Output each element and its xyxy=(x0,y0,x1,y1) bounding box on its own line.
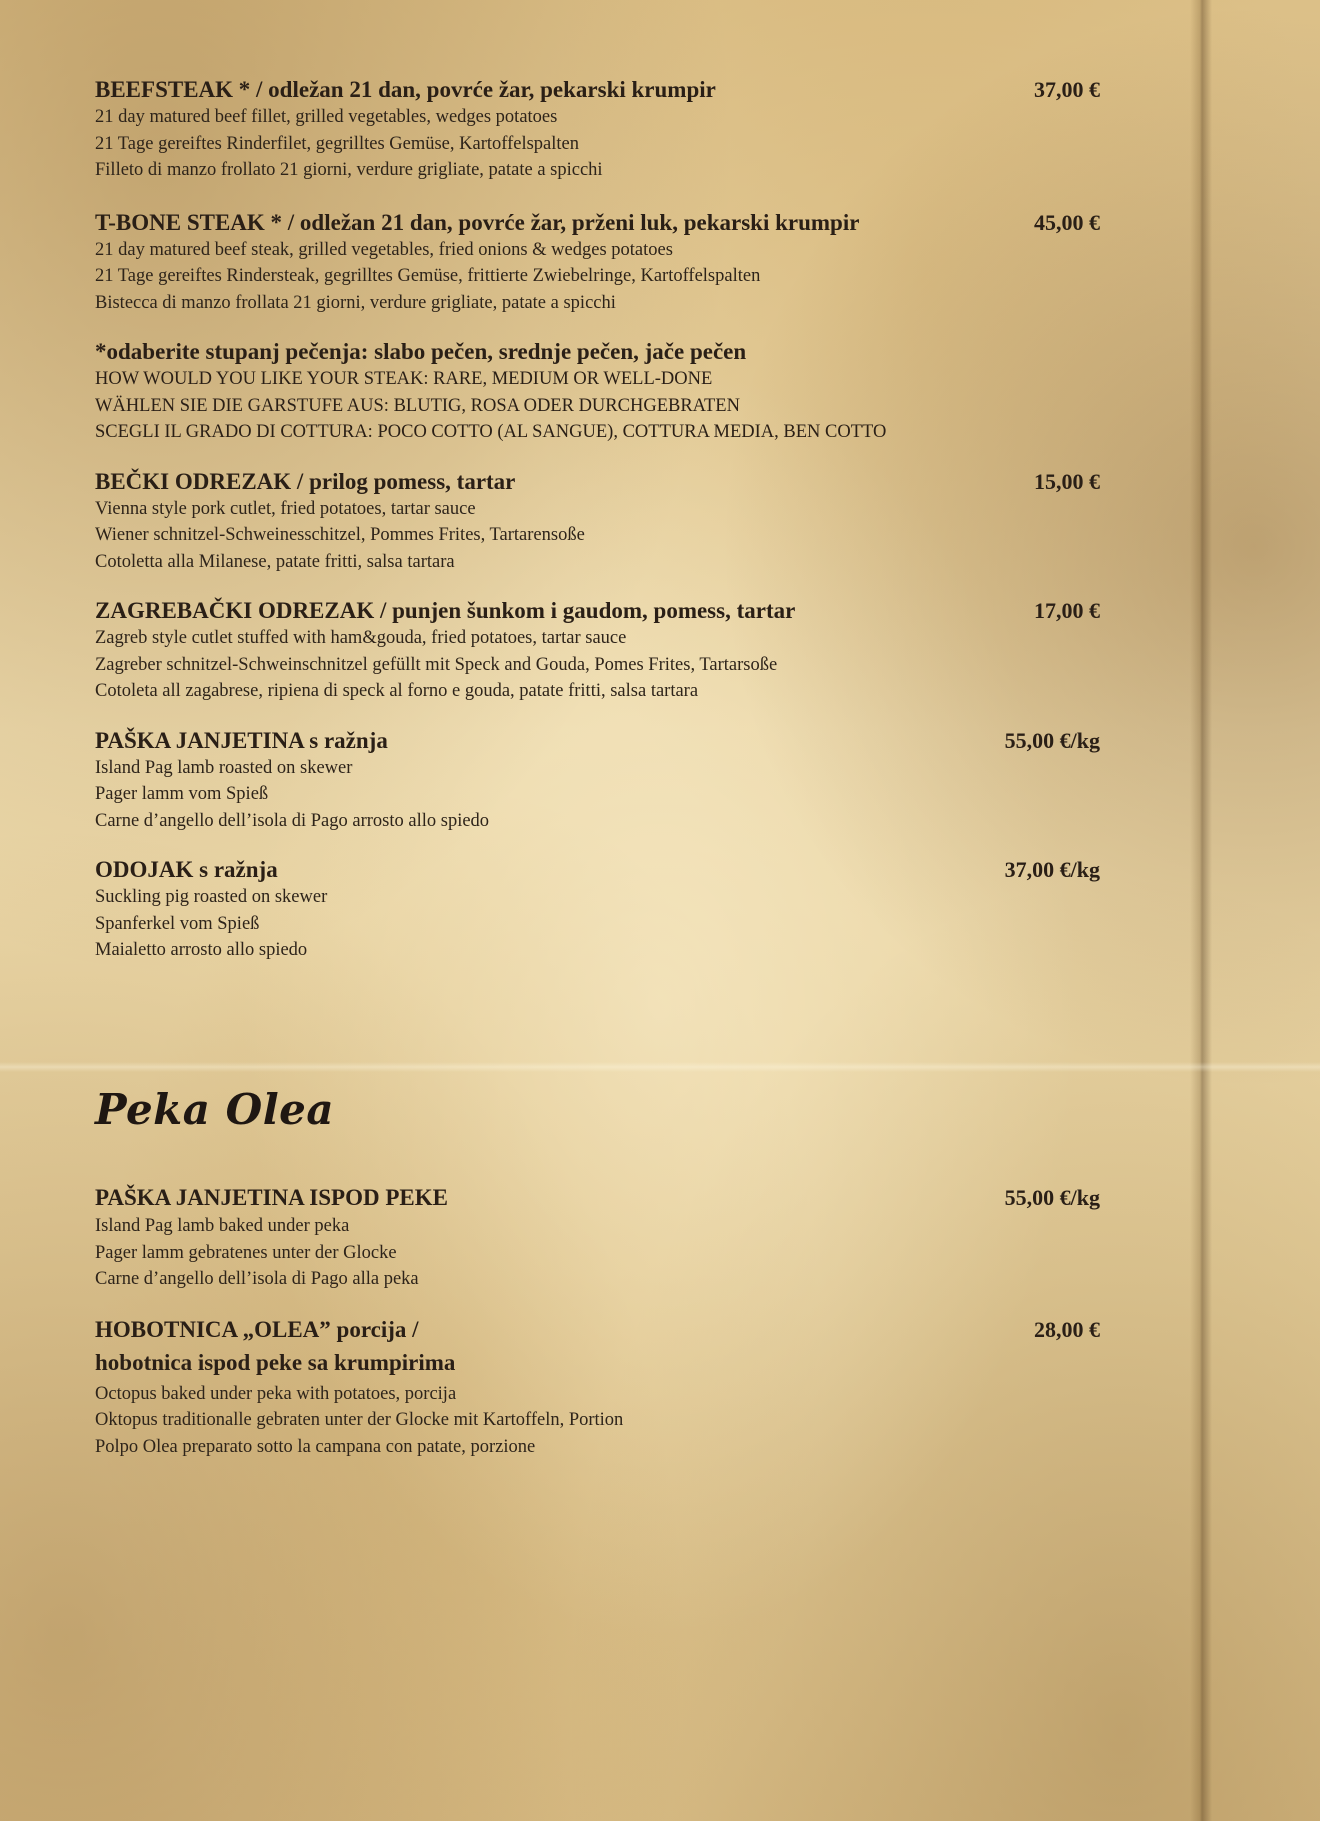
item-desc-en: 21 day matured beef steak, grilled vegetables, fried onions & wedges potatoes xyxy=(95,239,673,260)
item-price: 17,00 € xyxy=(1034,598,1100,623)
item-desc-de: Pager lamm vom Spieß xyxy=(95,784,269,804)
menu-item xyxy=(95,468,1100,576)
item-desc-en: 21 day matured beef fillet, grilled vegetables, wedges potatoes xyxy=(95,107,558,127)
item-desc-de: 21 Tage gereiftes Rindersteak, gegrilltes Gemüse, frittierte Zwiebelringe, Kartoffelspalten xyxy=(95,266,761,286)
item-desc-en: Vienna style pork cutlet, fried potatoes, tartar sauce xyxy=(95,498,476,519)
item-desc-it: Polpo Olea preparato sotto la campana con patate, porzione xyxy=(95,1436,536,1457)
item-desc-it: Bistecca di manzo frollata 21 giorni, verdure grigliate, patate a spicchi xyxy=(95,292,616,313)
item-desc-en: Island Pag lamb baked under peka xyxy=(95,1216,350,1236)
item-desc-it: Carne d’angello dell’isola di Pago alla peka xyxy=(95,1269,419,1289)
paper-crease-vertical xyxy=(1190,0,1212,1821)
item-desc-de: 21 Tage gereiftes Rinderfilet, gegrilltes Gemüse, Kartoffelspalten xyxy=(95,133,579,154)
item-title: BEČKI ODREZAK / prilog pomess, tartar xyxy=(95,468,516,494)
item-title: BEEFSTEAK * / odležan 21 dan, povrće žar, pekarski krumpir xyxy=(95,77,716,102)
item-desc-it: Maialetto arrosto allo spiedo xyxy=(95,940,308,960)
item-desc-en: Island Pag lamb roasted on skewer xyxy=(95,757,353,778)
note-line-en: HOW WOULD YOU LIKE YOUR STEAK: RARE, MEDIUM OR WELL-DONE xyxy=(95,369,713,389)
item-desc-de: Oktopus traditionalle gebraten unter der Glocke mit Kartoffeln, Portion xyxy=(95,1410,624,1430)
menu-item xyxy=(95,209,1100,317)
item-title: PAŠKA JANJETINA s ražnja xyxy=(95,727,388,753)
item-title: HOBOTNICA „OLEA” porcija / xyxy=(95,1316,419,1342)
item-desc-it: Filleto di manzo frollato 21 giorni, verdure grigliate, patate a spicchi xyxy=(95,160,603,180)
item-title: PAŠKA JANJETINA ISPOD PEKE xyxy=(95,1185,448,1210)
item-desc-en: Zagreb style cutlet stuffed with ham&gouda, fried potatoes, tartar sauce xyxy=(95,628,627,648)
note-line-de: WÄHLEN SIE DIE GARSTUFE AUS: BLUTIG, ROSA ODER DURCHGEBRATEN xyxy=(95,395,740,416)
note-line-it: SCEGLI IL GRADO DI COTTURA: POCO COTTO (AL SANGUE), COTTURA MEDIA, BEN COTTO xyxy=(95,422,887,442)
item-price: 37,00 €/kg xyxy=(1004,857,1100,882)
menu-item xyxy=(95,76,1100,184)
menu-item xyxy=(95,727,1100,835)
item-desc-it: Cotoleta all zagabrese, ripiena di speck al forno e gouda, patate fritti, salsa tartara xyxy=(95,681,699,701)
item-desc-it: Cotoletta alla Milanese, patate fritti, salsa tartara xyxy=(95,551,455,572)
item-price: 15,00 € xyxy=(1034,468,1100,494)
item-title: T-BONE STEAK * / odležan 21 dan, povrće žar, prženi luk, pekarski krumpir xyxy=(95,209,860,235)
item-desc-en: Suckling pig roasted on skewer xyxy=(95,887,328,907)
doneness-note xyxy=(95,338,1100,446)
item-price: 37,00 € xyxy=(1034,77,1100,102)
item-price: 28,00 € xyxy=(1034,1316,1100,1342)
menu-item xyxy=(95,1183,1100,1293)
item-price: 55,00 €/kg xyxy=(1004,1185,1100,1210)
menu-item xyxy=(95,597,1100,705)
item-price: 45,00 € xyxy=(1034,209,1100,235)
item-title: ODOJAK s ražnja xyxy=(95,857,278,882)
item-title-line2: hobotnica ispod peke sa krumpirima xyxy=(95,1349,456,1375)
menu-section-mains xyxy=(95,76,1100,990)
item-desc-de: Wiener schnitzel-Schweinesschitzel, Pommes Frites, Tartarensoße xyxy=(95,525,585,545)
menu-section-peka xyxy=(95,1183,1100,1486)
section-title-peka-olea: Peka Olea xyxy=(95,1085,335,1134)
item-price: 55,00 €/kg xyxy=(1004,727,1100,753)
item-desc-de: Pager lamm gebratenes unter der Glocke xyxy=(95,1242,397,1263)
item-title: ZAGREBAČKI ODREZAK / punjen šunkom i gaudom, pomess, tartar xyxy=(95,598,796,623)
note-title: *odaberite stupanj pečenja: slabo pečen, srednje pečen, jače pečen xyxy=(95,339,747,364)
item-desc-en: Octopus baked under peka with potatoes, porcija xyxy=(95,1383,457,1404)
item-desc-de: Spanferkel vom Spieß xyxy=(95,913,260,934)
menu-item xyxy=(95,856,1100,964)
menu-item xyxy=(95,1315,1100,1461)
paper-crease-horizontal xyxy=(0,1062,1320,1072)
item-desc-it: Carne d’angello dell’isola di Pago arrosto allo spiedo xyxy=(95,810,490,831)
item-desc-de: Zagreber schnitzel-Schweinschnitzel gefüllt mit Speck and Gouda, Pomes Frites, Tartarsoße xyxy=(95,654,778,675)
